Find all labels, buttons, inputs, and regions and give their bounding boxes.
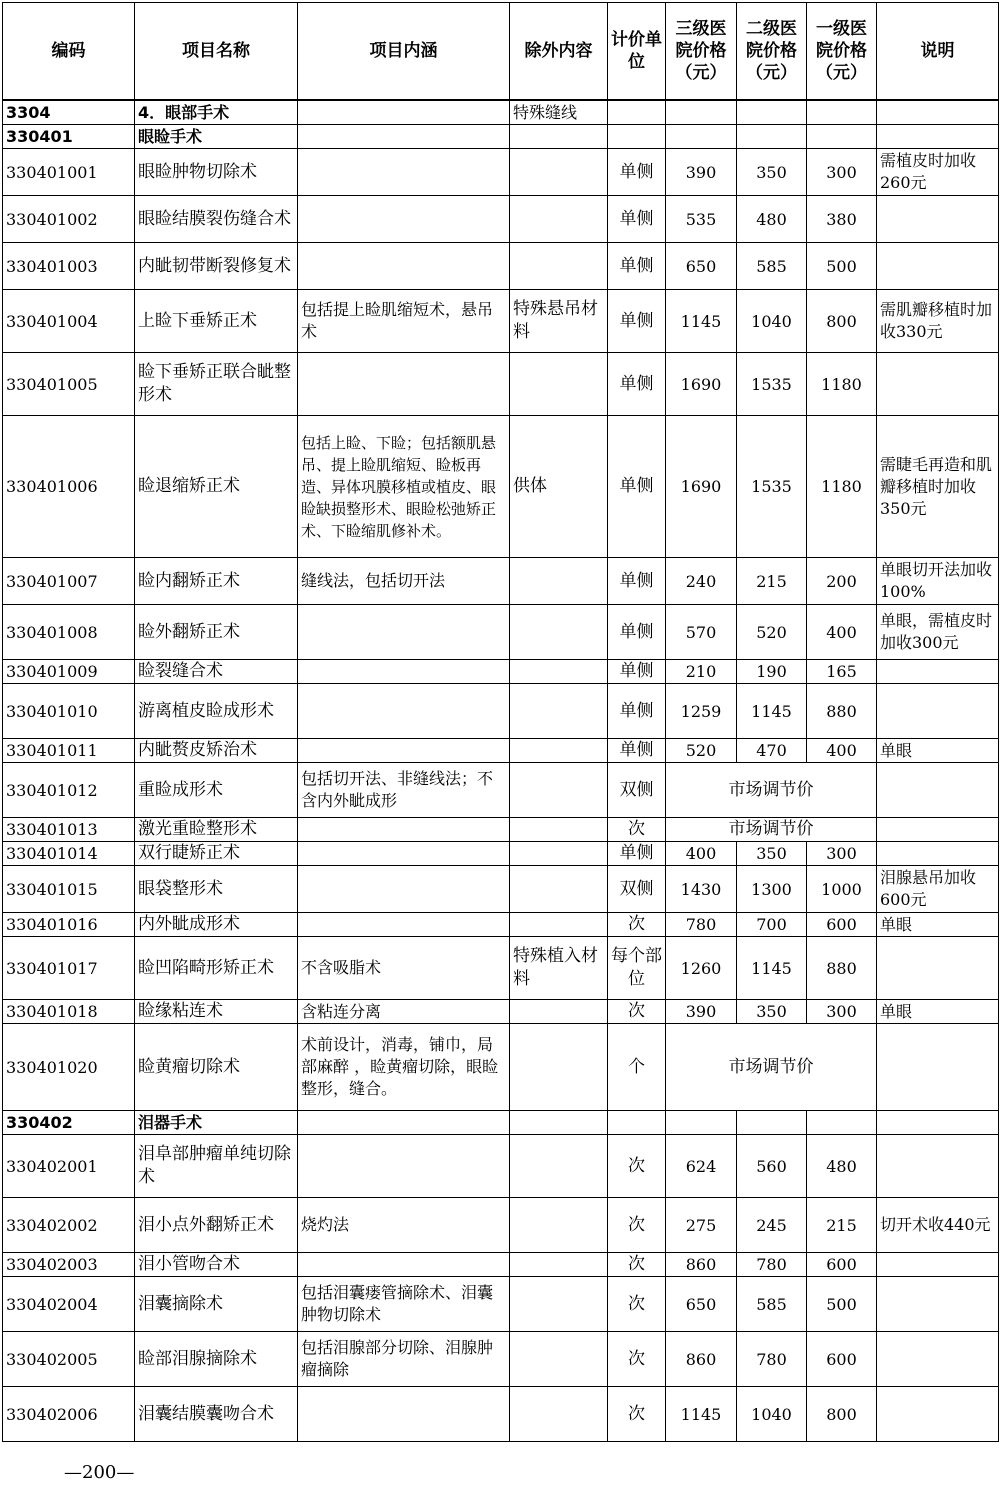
item-note: 需肌瓣移植时加收330元 — [877, 290, 999, 353]
price-tier1: 300 — [807, 1000, 877, 1024]
item-code: 330401017 — [3, 937, 135, 1000]
item-name: 泪阜部肿瘤单纯切除术 — [135, 1135, 298, 1198]
item-content — [298, 605, 510, 660]
item-unit: 单侧 — [608, 660, 666, 684]
item-exclusion — [510, 1000, 608, 1024]
price-tier1: 1000 — [807, 866, 877, 913]
item-unit: 单侧 — [608, 196, 666, 243]
price-tier1: 165 — [807, 660, 877, 684]
item-note: 单眼切开法加收100% — [877, 558, 999, 605]
item-note — [877, 243, 999, 290]
market-price: 市场调节价 — [666, 1024, 877, 1111]
section-name: 4．眼部手术 — [135, 100, 298, 125]
price-tier3: 780 — [666, 913, 737, 937]
item-content: 包括泪囊瘘管摘除术、泪囊肿物切除术 — [298, 1277, 510, 1332]
price-tier2: 215 — [737, 558, 807, 605]
section-empty-cell — [666, 1111, 737, 1135]
item-content — [298, 1135, 510, 1198]
price-tier2: 1535 — [737, 416, 807, 558]
price-tier2: 1145 — [737, 684, 807, 739]
item-code: 330401001 — [3, 149, 135, 196]
item-unit: 次 — [608, 1198, 666, 1253]
item-exclusion — [510, 1277, 608, 1332]
header-note: 说明 — [877, 3, 999, 101]
item-name: 睑外翻矫正术 — [135, 605, 298, 660]
item-unit: 次 — [608, 1135, 666, 1198]
item-name: 内眦韧带断裂修复术 — [135, 243, 298, 290]
price-tier1: 215 — [807, 1198, 877, 1253]
price-tier2: 1145 — [737, 937, 807, 1000]
item-exclusion — [510, 243, 608, 290]
item-name: 睑下垂矫正联合眦整形术 — [135, 353, 298, 416]
item-code: 330401011 — [3, 739, 135, 763]
price-tier2: 190 — [737, 660, 807, 684]
section-content — [298, 100, 510, 125]
item-content — [298, 660, 510, 684]
section-code: 330402 — [3, 1111, 135, 1135]
item-unit: 单侧 — [608, 353, 666, 416]
price-tier1: 1180 — [807, 353, 877, 416]
item-code: 330401016 — [3, 913, 135, 937]
item-exclusion — [510, 1332, 608, 1387]
price-tier1: 400 — [807, 739, 877, 763]
table-row — [3, 937, 999, 1000]
price-tier2: 780 — [737, 1253, 807, 1277]
price-tier3: 275 — [666, 1198, 737, 1253]
price-tier1: 480 — [807, 1135, 877, 1198]
section-empty-cell — [877, 1111, 999, 1135]
item-name: 眼睑结膜裂伤缝合术 — [135, 196, 298, 243]
section-exclusion — [510, 125, 608, 149]
item-unit: 次 — [608, 1253, 666, 1277]
item-name: 激光重睑整形术 — [135, 818, 298, 842]
item-note — [877, 1387, 999, 1442]
price-tier3: 390 — [666, 149, 737, 196]
item-note: 切开术收440元 — [877, 1198, 999, 1253]
table-row — [3, 196, 999, 243]
price-tier3: 535 — [666, 196, 737, 243]
price-tier3: 1690 — [666, 416, 737, 558]
price-tier1: 880 — [807, 937, 877, 1000]
item-content — [298, 243, 510, 290]
price-tier3: 1145 — [666, 1387, 737, 1442]
price-tier2: 520 — [737, 605, 807, 660]
price-tier2: 560 — [737, 1135, 807, 1198]
item-exclusion — [510, 684, 608, 739]
item-note: 需植皮时加收260元 — [877, 149, 999, 196]
item-name: 泪小管吻合术 — [135, 1253, 298, 1277]
table-row — [3, 149, 999, 196]
item-note: 泪腺悬吊加收600元 — [877, 866, 999, 913]
table-row — [3, 1277, 999, 1332]
item-unit: 次 — [608, 913, 666, 937]
section-empty-cell — [877, 100, 999, 125]
item-unit: 次 — [608, 1000, 666, 1024]
item-unit: 单侧 — [608, 243, 666, 290]
table-row — [3, 605, 999, 660]
section-empty-cell — [666, 125, 737, 149]
price-tier3: 570 — [666, 605, 737, 660]
item-name: 睑内翻矫正术 — [135, 558, 298, 605]
table-row — [3, 739, 999, 763]
item-exclusion — [510, 818, 608, 842]
item-note — [877, 763, 999, 818]
item-exclusion — [510, 605, 608, 660]
section-content — [298, 1111, 510, 1135]
price-tier3: 860 — [666, 1332, 737, 1387]
item-content — [298, 818, 510, 842]
item-note — [877, 1253, 999, 1277]
price-tier1: 880 — [807, 684, 877, 739]
item-name: 泪囊摘除术 — [135, 1277, 298, 1332]
item-name: 双行睫矫正术 — [135, 842, 298, 866]
item-unit: 双侧 — [608, 866, 666, 913]
price-tier1: 200 — [807, 558, 877, 605]
table-row — [3, 660, 999, 684]
section-row — [3, 100, 999, 125]
item-note — [877, 660, 999, 684]
section-name: 眼睑手术 — [135, 125, 298, 149]
item-content: 含粘连分离 — [298, 1000, 510, 1024]
page-number: —200— — [64, 1462, 135, 1483]
item-code: 330401015 — [3, 866, 135, 913]
item-code: 330401018 — [3, 1000, 135, 1024]
header-code: 编码 — [3, 3, 135, 101]
item-content: 包括提上睑肌缩短术，悬吊术 — [298, 290, 510, 353]
item-code: 330401014 — [3, 842, 135, 866]
section-row — [3, 1111, 999, 1135]
item-unit: 单侧 — [608, 842, 666, 866]
table-row — [3, 913, 999, 937]
item-name: 游离植皮睑成形术 — [135, 684, 298, 739]
item-content: 烧灼法 — [298, 1198, 510, 1253]
item-exclusion — [510, 660, 608, 684]
item-unit: 次 — [608, 818, 666, 842]
price-tier2: 780 — [737, 1332, 807, 1387]
price-tier3: 1260 — [666, 937, 737, 1000]
item-name: 睑黄瘤切除术 — [135, 1024, 298, 1111]
item-exclusion: 供体 — [510, 416, 608, 558]
section-code: 3304 — [3, 100, 135, 125]
item-name: 眼睑肿物切除术 — [135, 149, 298, 196]
item-note — [877, 1135, 999, 1198]
item-code: 330401005 — [3, 353, 135, 416]
item-content — [298, 1387, 510, 1442]
table-row — [3, 558, 999, 605]
item-code: 330402002 — [3, 1198, 135, 1253]
item-code: 330401007 — [3, 558, 135, 605]
item-content: 包括切开法、非缝线法；不含内外眦成形 — [298, 763, 510, 818]
price-tier2: 480 — [737, 196, 807, 243]
item-exclusion — [510, 149, 608, 196]
item-unit: 单侧 — [608, 290, 666, 353]
price-table — [2, 2, 999, 1442]
item-content — [298, 149, 510, 196]
item-name: 睑凹陷畸形矫正术 — [135, 937, 298, 1000]
section-row — [3, 125, 999, 149]
table-row — [3, 243, 999, 290]
item-code: 330401013 — [3, 818, 135, 842]
item-name: 内眦赘皮矫治术 — [135, 739, 298, 763]
table-row — [3, 763, 999, 818]
table-row — [3, 1332, 999, 1387]
item-exclusion — [510, 1024, 608, 1111]
section-name: 泪器手术 — [135, 1111, 298, 1135]
table-row — [3, 416, 999, 558]
section-exclusion: 特殊缝线 — [510, 100, 608, 125]
item-name: 睑裂缝合术 — [135, 660, 298, 684]
item-content — [298, 866, 510, 913]
section-empty-cell — [807, 100, 877, 125]
market-price: 市场调节价 — [666, 818, 877, 842]
item-exclusion — [510, 739, 608, 763]
price-tier1: 300 — [807, 149, 877, 196]
header-exclusion: 除外内容 — [510, 3, 608, 101]
market-price: 市场调节价 — [666, 763, 877, 818]
table-body — [3, 100, 999, 1442]
price-tier1: 600 — [807, 1253, 877, 1277]
table-row — [3, 866, 999, 913]
price-tier1: 400 — [807, 605, 877, 660]
table-row — [3, 684, 999, 739]
header-name: 项目名称 — [135, 3, 298, 101]
item-exclusion — [510, 1387, 608, 1442]
item-name: 睑部泪腺摘除术 — [135, 1332, 298, 1387]
price-tier2: 1040 — [737, 1387, 807, 1442]
price-tier2: 350 — [737, 149, 807, 196]
section-code: 330401 — [3, 125, 135, 149]
item-unit: 次 — [608, 1277, 666, 1332]
table-row — [3, 818, 999, 842]
table-row — [3, 353, 999, 416]
header-row — [3, 3, 999, 101]
section-empty-cell — [737, 100, 807, 125]
table-row — [3, 1135, 999, 1198]
item-note — [877, 1024, 999, 1111]
item-code: 330401004 — [3, 290, 135, 353]
item-note — [877, 1277, 999, 1332]
price-tier3: 1690 — [666, 353, 737, 416]
item-name: 眼袋整形术 — [135, 866, 298, 913]
price-tier3: 1430 — [666, 866, 737, 913]
section-empty-cell — [877, 125, 999, 149]
item-content — [298, 739, 510, 763]
item-code: 330401006 — [3, 416, 135, 558]
item-exclusion — [510, 866, 608, 913]
table-row — [3, 1024, 999, 1111]
item-code: 330401009 — [3, 660, 135, 684]
item-code: 330401020 — [3, 1024, 135, 1111]
item-exclusion: 特殊悬吊材料 — [510, 290, 608, 353]
price-tier3: 390 — [666, 1000, 737, 1024]
item-content — [298, 196, 510, 243]
item-exclusion — [510, 196, 608, 243]
item-note: 单眼 — [877, 739, 999, 763]
item-unit: 次 — [608, 1332, 666, 1387]
price-tier1: 500 — [807, 243, 877, 290]
price-tier3: 210 — [666, 660, 737, 684]
price-tier1: 600 — [807, 913, 877, 937]
price-tier2: 350 — [737, 842, 807, 866]
table-row — [3, 1000, 999, 1024]
section-empty-cell — [608, 100, 666, 125]
item-note — [877, 353, 999, 416]
item-exclusion — [510, 353, 608, 416]
price-tier2: 1040 — [737, 290, 807, 353]
item-code: 330402006 — [3, 1387, 135, 1442]
price-tier1: 1180 — [807, 416, 877, 558]
table-row — [3, 1198, 999, 1253]
item-note — [877, 684, 999, 739]
item-note — [877, 937, 999, 1000]
item-content — [298, 353, 510, 416]
item-name: 重睑成形术 — [135, 763, 298, 818]
item-unit: 单侧 — [608, 684, 666, 739]
section-empty-cell — [666, 100, 737, 125]
table-row — [3, 842, 999, 866]
item-name: 泪囊结膜囊吻合术 — [135, 1387, 298, 1442]
section-empty-cell — [737, 125, 807, 149]
item-exclusion: 特殊植入材料 — [510, 937, 608, 1000]
header-price1: 一级医院价格（元） — [807, 3, 877, 101]
price-tier2: 1300 — [737, 866, 807, 913]
item-code: 330401003 — [3, 243, 135, 290]
item-code: 330401002 — [3, 196, 135, 243]
header-price3: 三级医院价格（元） — [666, 3, 737, 101]
item-exclusion — [510, 1135, 608, 1198]
item-unit: 个 — [608, 1024, 666, 1111]
item-note: 单眼 — [877, 913, 999, 937]
price-tier1: 500 — [807, 1277, 877, 1332]
item-name: 上睑下垂矫正术 — [135, 290, 298, 353]
item-name: 内外眦成形术 — [135, 913, 298, 937]
item-content: 包括上睑、下睑；包括额肌悬吊、提上睑肌缩短、睑板再造、异体巩膜移植或植皮、眼睑缺损整形术、眼睑松弛矫正术、下睑缩肌修补术。 — [298, 416, 510, 558]
item-note — [877, 842, 999, 866]
price-tier1: 380 — [807, 196, 877, 243]
table-row — [3, 1387, 999, 1442]
item-name: 泪小点外翻矫正术 — [135, 1198, 298, 1253]
price-tier1: 600 — [807, 1332, 877, 1387]
item-exclusion — [510, 558, 608, 605]
item-name: 睑退缩矫正术 — [135, 416, 298, 558]
price-tier3: 1259 — [666, 684, 737, 739]
header-price2: 二级医院价格（元） — [737, 3, 807, 101]
item-unit: 单侧 — [608, 416, 666, 558]
item-name: 睑缘粘连术 — [135, 1000, 298, 1024]
item-exclusion — [510, 842, 608, 866]
item-note — [877, 818, 999, 842]
section-exclusion — [510, 1111, 608, 1135]
item-content: 缝线法，包括切开法 — [298, 558, 510, 605]
section-empty-cell — [608, 125, 666, 149]
item-content — [298, 684, 510, 739]
price-tier1: 300 — [807, 842, 877, 866]
item-note: 单眼 — [877, 1000, 999, 1024]
item-unit: 单侧 — [608, 605, 666, 660]
price-tier3: 650 — [666, 243, 737, 290]
price-tier2: 585 — [737, 1277, 807, 1332]
item-content — [298, 913, 510, 937]
header-unit: 计价单位 — [608, 3, 666, 101]
price-tier3: 240 — [666, 558, 737, 605]
item-unit: 双侧 — [608, 763, 666, 818]
price-tier2: 585 — [737, 243, 807, 290]
item-exclusion — [510, 913, 608, 937]
table-row — [3, 1253, 999, 1277]
item-note: 单眼，需植皮时加收300元 — [877, 605, 999, 660]
item-unit: 次 — [608, 1387, 666, 1442]
price-tier3: 520 — [666, 739, 737, 763]
item-exclusion — [510, 1253, 608, 1277]
price-tier3: 650 — [666, 1277, 737, 1332]
item-code: 330402005 — [3, 1332, 135, 1387]
item-note — [877, 1332, 999, 1387]
item-unit: 每个部位 — [608, 937, 666, 1000]
price-tier2: 1535 — [737, 353, 807, 416]
item-code: 330401010 — [3, 684, 135, 739]
item-content: 不含吸脂术 — [298, 937, 510, 1000]
item-content — [298, 842, 510, 866]
item-code: 330402001 — [3, 1135, 135, 1198]
item-unit: 单侧 — [608, 739, 666, 763]
price-tier1: 800 — [807, 1387, 877, 1442]
price-tier2: 700 — [737, 913, 807, 937]
price-tier3: 624 — [666, 1135, 737, 1198]
item-content: 术前设计，消毒，铺巾，局部麻醉 ，睑黄瘤切除，眼睑整形，缝合。 — [298, 1024, 510, 1111]
price-tier3: 860 — [666, 1253, 737, 1277]
section-content — [298, 125, 510, 149]
item-code: 330401012 — [3, 763, 135, 818]
section-empty-cell — [807, 1111, 877, 1135]
item-unit: 单侧 — [608, 558, 666, 605]
section-empty-cell — [737, 1111, 807, 1135]
price-tier3: 400 — [666, 842, 737, 866]
price-tier2: 245 — [737, 1198, 807, 1253]
item-content: 包括泪腺部分切除、泪腺肿瘤摘除 — [298, 1332, 510, 1387]
header-content: 项目内涵 — [298, 3, 510, 101]
item-note — [877, 196, 999, 243]
price-tier1: 800 — [807, 290, 877, 353]
price-tier2: 470 — [737, 739, 807, 763]
item-content — [298, 1253, 510, 1277]
table-row — [3, 290, 999, 353]
item-unit: 单侧 — [608, 149, 666, 196]
price-tier2: 350 — [737, 1000, 807, 1024]
section-empty-cell — [807, 125, 877, 149]
item-code: 330401008 — [3, 605, 135, 660]
item-code: 330402004 — [3, 1277, 135, 1332]
item-code: 330402003 — [3, 1253, 135, 1277]
item-exclusion — [510, 1198, 608, 1253]
item-note: 需睫毛再造和肌瓣移植时加收350元 — [877, 416, 999, 558]
section-empty-cell — [608, 1111, 666, 1135]
item-exclusion — [510, 763, 608, 818]
price-tier3: 1145 — [666, 290, 737, 353]
